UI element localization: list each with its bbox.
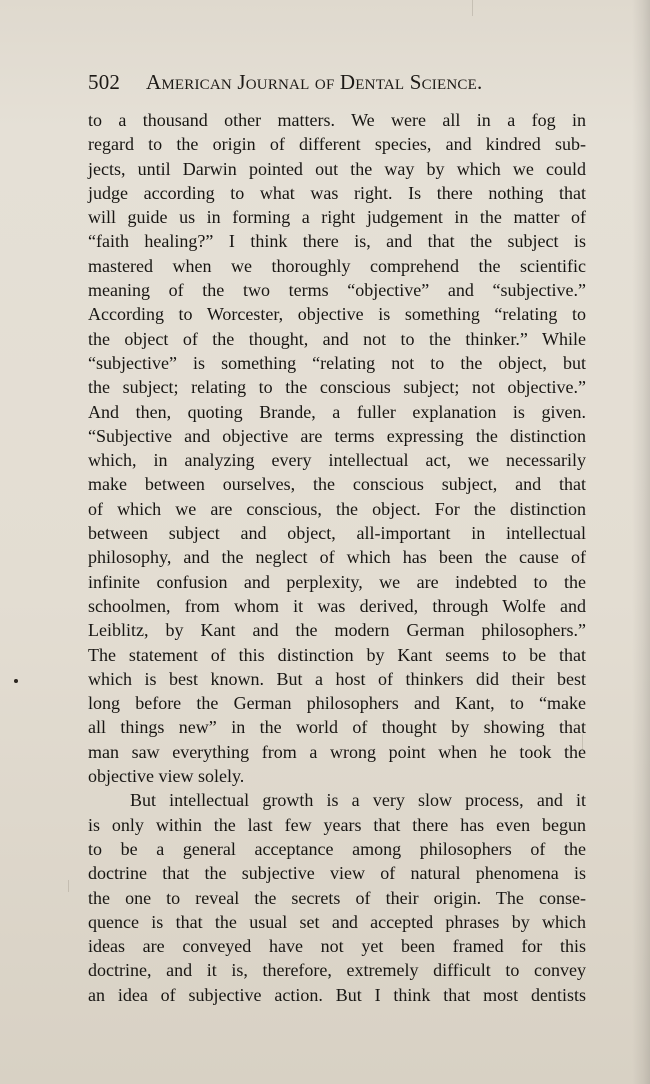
text-line: meaning of the two terms “objective” and “subjective.”: [88, 280, 586, 301]
page-edge-shadow: [632, 0, 650, 1084]
text-line: jects, until Darwin pointed out the way by which we could: [88, 158, 586, 179]
text-line: judge according to what was right. Is there nothing that: [88, 182, 586, 203]
text-line: According to Worcester, objective is something “relating to: [88, 304, 586, 325]
text-line: objective view solely.: [88, 766, 245, 787]
text-line: which, in analyzing every intellectual act, we necessarily: [88, 450, 586, 471]
faint-stain-line: [68, 880, 69, 892]
text-line: quence is that the usual set and accepted phrases by which: [88, 911, 586, 932]
text-line: the object of the thought, and not to the thinker.” While: [88, 328, 586, 349]
page-header: [88, 70, 588, 98]
text-line: doctrine, and it is, therefore, extremely difficult to convey: [88, 960, 586, 981]
ink-speck: [14, 679, 18, 683]
text-line: schoolmen, from whom it was derived, through Wolfe and: [88, 595, 586, 616]
text-line: the one to reveal the secrets of their origin. The conse-: [88, 887, 586, 908]
text-line: to a thousand other matters. We were all in a fog in: [88, 110, 586, 130]
text-line: of which we are conscious, the object. For the distinction: [88, 498, 586, 519]
text-line: will guide us in forming a right judgement in the matter of: [88, 207, 586, 228]
text-line: an idea of subjective action. But I think that most dentists: [88, 984, 586, 1005]
text-line: long before the German philosophers and Kant, to “make: [88, 693, 586, 714]
page-number: 502: [88, 70, 121, 94]
text-line: “faith healing?” I think there is, and that the subject is: [88, 231, 586, 252]
body-text: [88, 108, 586, 1007]
text-line: is only within the last few years that there has even begun: [88, 814, 586, 835]
text-line: the subject; relating to the conscious subject; not objective.”: [88, 377, 586, 398]
text-line: Leiblitz, by Kant and the modern German philosophers.”: [88, 620, 586, 641]
text-line: all things new” in the world of thought by showing that: [88, 717, 586, 738]
text-line: philosophy, and the neglect of which has been the cause of: [88, 547, 586, 568]
text-line: “Subjective and objective are terms expressing the distinction: [88, 425, 586, 446]
text-line: “subjective” is something “relating not to the object, but: [88, 352, 586, 373]
faint-stain-line: [472, 0, 473, 16]
text-line: The statement of this distinction by Kant seems to be that: [88, 644, 586, 665]
text-line: ideas are conveyed have not yet been framed for this: [88, 936, 586, 957]
text-line: mastered when we thoroughly comprehend the scientific: [88, 255, 586, 276]
text-line: which is best known. But a host of thinkers did their best: [88, 668, 586, 689]
text-line: regard to the origin of different species, and kindred sub-: [88, 134, 586, 155]
text-line: to be a general acceptance among philosophers of the: [88, 838, 586, 859]
text-line: infinite confusion and perplexity, we are indebted to the: [88, 571, 586, 592]
text-line: make between ourselves, the conscious subject, and that: [88, 474, 586, 495]
text-line: And then, quoting Brande, a fuller explanation is given.: [88, 401, 586, 422]
text-line: doctrine that the subjective view of natural phenomena is: [88, 863, 586, 884]
text-line: between subject and object, all-important in intellectual: [88, 523, 586, 544]
running-head: American Journal of Dental Science.: [146, 70, 483, 94]
text-line: But intellectual growth is a very slow process, and it: [130, 790, 586, 811]
text-line: man saw everything from a wrong point when he took the: [88, 741, 586, 762]
